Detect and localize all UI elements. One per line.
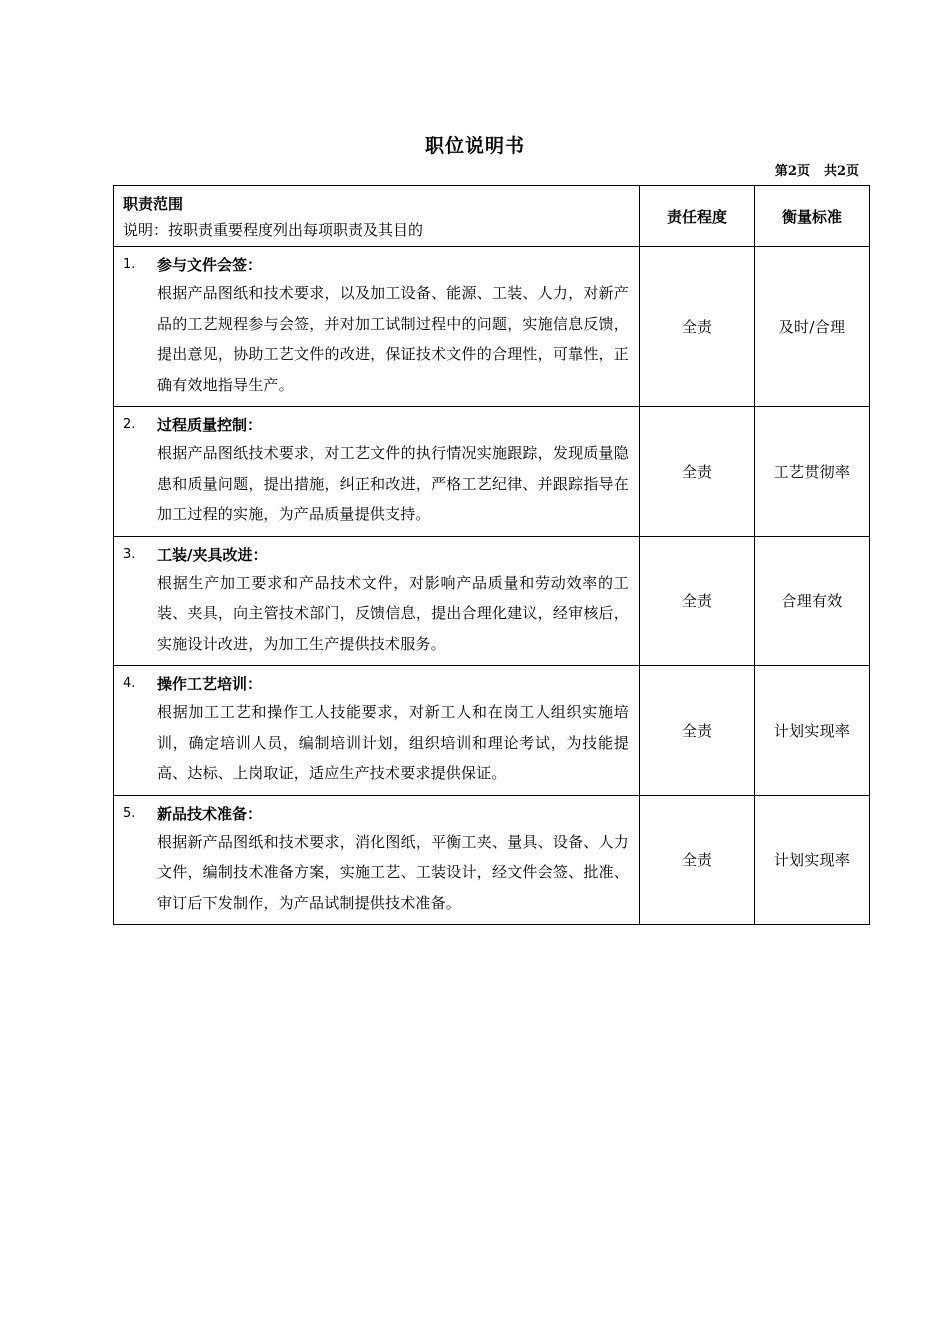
measurement-standard: 及时/合理 [755, 247, 870, 407]
duty-heading: 新品技术准备： [157, 804, 263, 823]
duty-cell [114, 666, 640, 796]
duty-description: 根据生产加工要求和产品技术文件，对影响产品质量和劳动效率的工装、夹具，向主管技术部门，反馈信息，提出合理化建议，经审核后，实施设计改进，为加工生产提供技术服务。 [157, 573, 629, 653]
responsibility-level: 全责 [640, 536, 755, 666]
duty-number: 4. [123, 676, 136, 691]
duty-heading: 参与文件会签： [157, 256, 263, 274]
table-row [114, 795, 870, 925]
duty-description: 根据加工工艺和操作工人技能要求，对新工人和在岗工人组织实施培训，确定培训人员，编制培训计划，组织培训和理论考试，为技能提高、达标、上岗取证，适应生产技术要求提供保证。 [157, 703, 629, 782]
table-row [114, 247, 870, 407]
duty-cell [114, 407, 640, 537]
duty-cell [114, 536, 640, 666]
measurement-standard: 工艺贯彻率 [755, 407, 870, 537]
scope-note: 说明：按职责重要程度列出每项职责及其目的 [123, 221, 424, 239]
duty-cell [114, 247, 640, 407]
scope-header-cell [114, 186, 640, 247]
responsibility-level: 全责 [640, 795, 755, 925]
page-total: 共2页 [823, 164, 859, 179]
responsibility-level: 全责 [640, 666, 755, 796]
measurement-standard: 合理有效 [755, 536, 870, 666]
responsibility-level: 全责 [640, 407, 755, 537]
duty-description: 根据产品图纸技术要求，对工艺文件的执行情况实施跟踪，发现质量隐患和质量问题，提出措施，纠正和改进，严格工艺纪律、并跟踪指导在加工过程的实施，为产品质量提供支持。 [157, 444, 629, 523]
duty-number: 3. [123, 546, 136, 562]
table-row [114, 407, 870, 537]
duty-description: 根据新产品图纸和技术要求，消化图纸，平衡工夹、量具、设备、人力文件，编制技术准备方案，实施工艺、工装设计，经文件会签、批准、审订后下发制作，为产品试制提供技术准备。 [157, 832, 629, 912]
responsibility-level: 全责 [640, 247, 755, 407]
standard-header: 衡量标准 [755, 186, 870, 247]
duty-number: 2. [123, 417, 136, 432]
measurement-standard: 计划实现率 [755, 666, 870, 796]
table-row [114, 666, 870, 796]
level-header: 责任程度 [640, 186, 755, 247]
duty-heading: 过程质量控制： [157, 416, 263, 434]
duty-heading: 操作工艺培训： [157, 675, 263, 693]
duty-number: 1. [123, 257, 136, 272]
duty-heading: 工装/夹具改进： [157, 545, 268, 564]
measurement-standard: 计划实现率 [755, 795, 870, 925]
duty-number: 5. [123, 805, 136, 821]
page-current: 第2页 [774, 164, 810, 179]
duties-table [113, 185, 870, 925]
table-header-row [114, 186, 870, 247]
duty-cell [114, 795, 640, 925]
page-title: 职位说明书 [424, 135, 525, 157]
duty-description: 根据产品图纸和技术要求，以及加工设备、能源、工装、人力，对新产品的工艺规程参与会签，并对加工试制过程中的问题，实施信息反馈，提出意见，协助工艺文件的改进，保证技术文件的合理性，可靠性，正确有效地指导生产。 [157, 284, 629, 394]
table-row [114, 536, 870, 666]
page-number [775, 160, 859, 179]
scope-title: 职责范围 [123, 195, 184, 213]
